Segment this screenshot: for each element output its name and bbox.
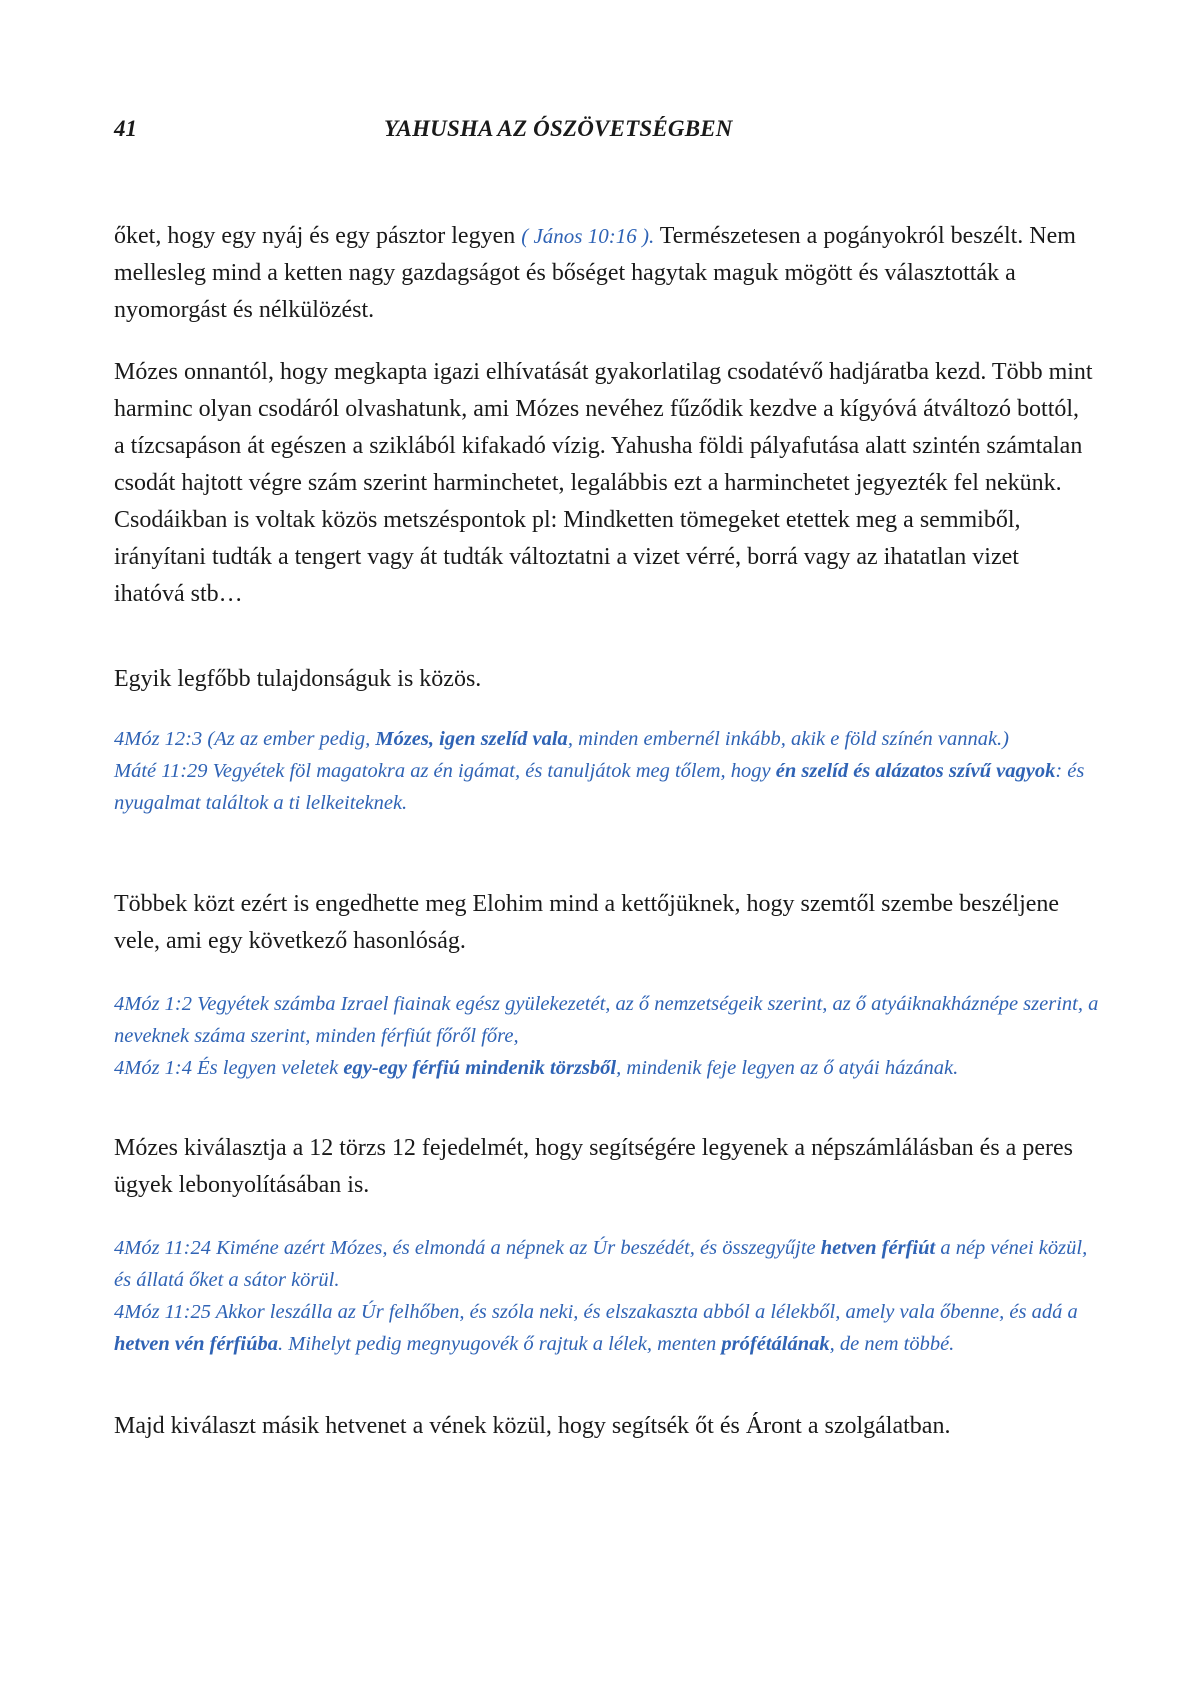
quote-text: . Mihelyt pedig megnyugovék ő rajtuk a lélek, menten [277,1333,722,1355]
quote-verse-mate-11-29 [114,755,1104,819]
quote-emphasis: prófétálának [721,1333,830,1355]
quote-verse-4moz-11-25 [114,1296,1104,1360]
quote-text: 4Móz 11:25 Akkor leszálla az Úr felhőben, és szóla neki, és elszakaszta abból a lélekből, amely vala őbenne, és adá a [114,1301,1078,1323]
paragraph-2: Mózes onnantól, hogy megkapta igazi elhívatását gyakorlatilag csodatévő hadjáratba kezd. Több mint harminc olyan csodáról olvashatunk, ami Mózes nevéhez fűződik kezdve a kígyóvá átváltozó bottól, a tízcsapáson át egészen a sziklából kifakadó vízig. Yahusha földi pályafutása alatt szintén számtalan csodát hajtott végre szám szerint harminchetet, legalábbis ezt a harminchetet jegyezték fel nekünk. Csodáikban is voltak közös metszéspontok pl: Mindketten tömegeket etettek meg a semmiből, irányítani tudták a tengert vagy át tudták változtatni a vizet vérré, borrá vagy az ihatatlan vizet ihatóvá stb… [114,359,1093,607]
quote-text: 4Móz 11:24 Kiméne azért Mózes, és elmondá a népnek az Úr beszédét, és összegyűjte [114,1237,821,1259]
quote-verse-4moz-11-24 [114,1232,1104,1296]
paragraph-4: Többek közt ezért is engedhette meg Elohim mind a kettőjüknek, hogy szemtől szembe beszéljene vele, ami egy következő hasonlóság. [114,891,1060,954]
paragraph-1 [114,218,1094,329]
quote-text: a nép vénei közül, és állatá őket a sátor körül. [114,1237,1088,1291]
paragraph-3: Egyik legfőbb tulajdonságuk is közös. [114,666,482,692]
quote-emphasis: hetven férfiút [820,1237,936,1259]
scripture-quote-block-3 [114,1232,1104,1360]
quote-text: , de nem többé. [829,1333,955,1355]
page-header [114,116,1064,146]
quote-text: , minden embernél inkább, akik e föld színén vannak.) [567,728,1010,750]
running-title: YAHUSHA AZ ÓSZÖVETSÉGBEN [384,116,733,141]
paragraph-1-text-end: Természetesen a pogányokról beszélt. Nem mellesleg mind a ketten nagy gazdagságot és bőséget hagytak maguk mögött és választották a nyomorgást és nélkülözést. [114,223,1076,323]
paragraph-1-text-start: őket, hogy egy nyáj és egy pásztor legyen [114,223,522,249]
quote-emphasis: én szelíd és alázatos szívű vagyok [775,760,1056,782]
quote-text: Máté 11:29 Vegyétek föl magatokra az én igámat, és tanuljátok meg tőlem, hogy [114,760,776,782]
scripture-reference-link: ( János 10:16 ). [521,224,655,248]
page-number: 41 [114,116,137,141]
quote-verse-4moz-1-2: 4Móz 1:2 Vegyétek számba Izrael fiainak egész gyülekezetét, az ő nemzetségeik szerint, az ő atyáiknakháznépe szerint, a neveknek száma szerint, minden férfiút főről főre, [114,993,1099,1047]
quote-emphasis: egy-egy férfiú mindenik törzsből [343,1057,617,1079]
quote-text: 4Móz 12:3 (Az az ember pedig, [114,728,376,750]
quote-emphasis: Mózes, igen szelíd vala [375,728,568,750]
quote-text: 4Móz 1:4 És legyen veletek [114,1057,344,1079]
quote-verse-4moz-1-4 [114,1052,1104,1084]
quote-text: , mindenik feje legyen az ő atyái házának. [616,1057,959,1079]
scripture-quote-block-2 [114,988,1104,1084]
quote-text: : és nyugalmat találtok a ti lelkeiteknek. [114,760,1085,814]
paragraph-6: Majd kiválaszt másik hetvenet a vének közül, hogy segítsék őt és Áront a szolgálatban. [114,1413,951,1439]
scripture-quote-block-1 [114,723,1104,819]
quote-verse-4moz-12-3 [114,723,1104,755]
quote-emphasis: hetven vén férfiúba [114,1333,278,1355]
paragraph-5: Mózes kiválasztja a 12 törzs 12 fejedelmét, hogy segítségére legyenek a népszámlálásban és a peres ügyek lebonyolításában is. [114,1135,1073,1198]
